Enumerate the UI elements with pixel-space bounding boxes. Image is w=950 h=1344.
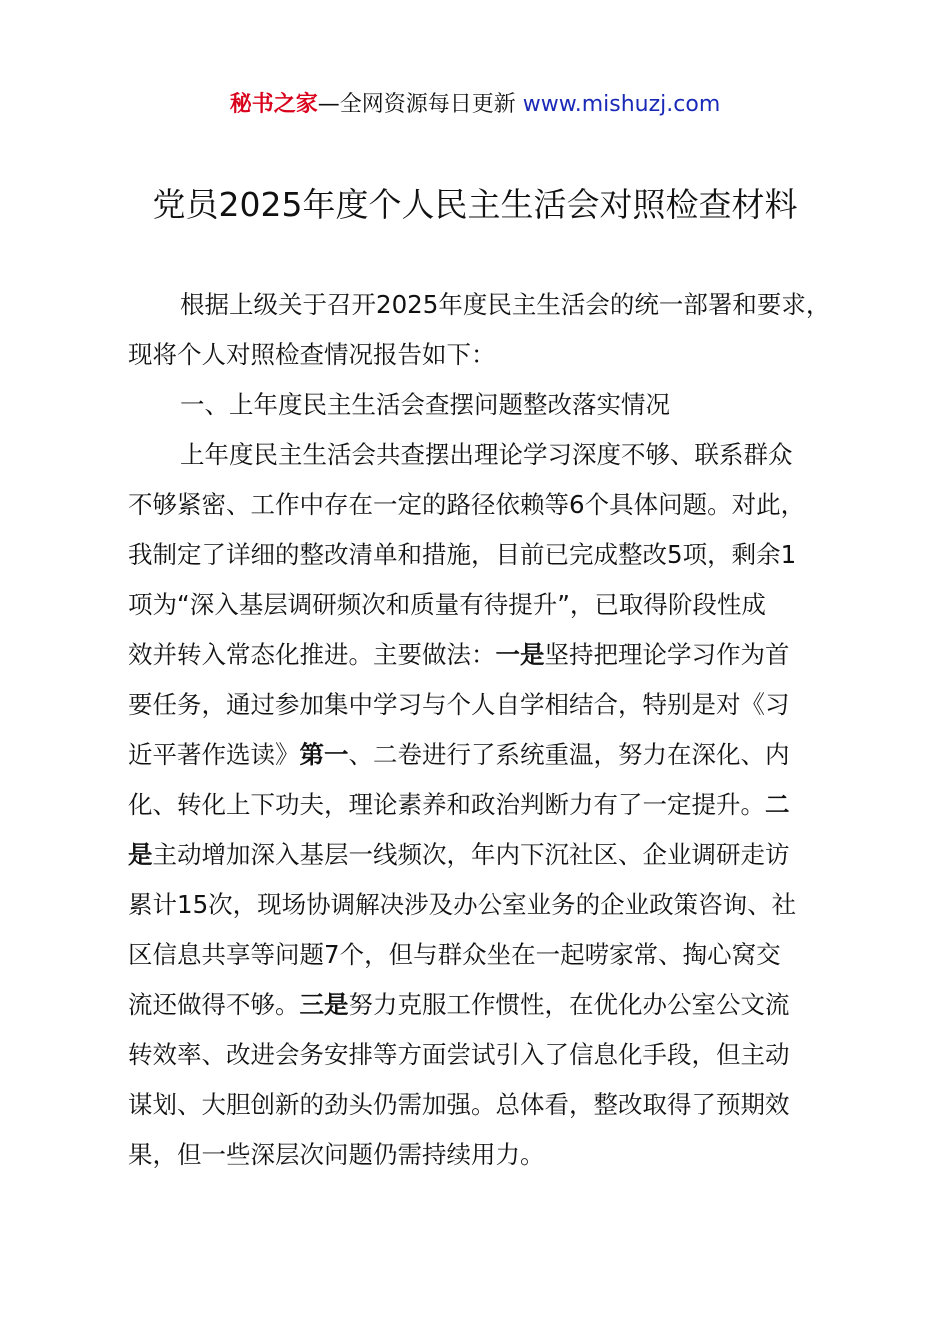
paragraph-line xyxy=(128,980,834,1030)
text-run: 、二卷进行了系统重温，努力在深化、内 xyxy=(348,740,790,769)
paragraph-line: 转效率、改进会务安排等方面尝试引入了信息化手段，但主动 xyxy=(128,1040,790,1069)
brand-name: 秘书之家 xyxy=(229,92,318,117)
bold-marker: 第一 xyxy=(299,740,349,769)
text-run: 主动增加深入基层一线频次，年内下沉社区、企业调研走访 xyxy=(152,840,790,869)
paragraph-line xyxy=(128,780,834,830)
bold-marker: 二 xyxy=(765,790,790,819)
paragraph-line: 果，但一些深层次问题仍需持续用力。 xyxy=(128,1140,545,1169)
paragraph-line: 我制定了详细的整改清单和措施，目前已完成整改5项，剩余1 xyxy=(128,540,797,569)
paragraph-line: 上年度民主生活会共查摆出理论学习深度不够、联系群众 xyxy=(180,440,793,469)
paragraph-line: 累计15次，现场协调解决涉及办公室业务的企业政策咨询、社 xyxy=(128,890,797,919)
text-run: 流还做得不够。 xyxy=(128,990,300,1019)
text-run: 化、转化上下功夫，理论素养和政治判断力有了一定提升。 xyxy=(128,790,765,819)
paragraph-line: 要任务，通过参加集中学习与个人自学相结合，特别是对《习 xyxy=(128,690,790,719)
paragraph-line: 谋划、大胆创新的劲头仍需加强。总体看，整改取得了预期效 xyxy=(128,1090,790,1119)
bold-marker: 一是 xyxy=(495,640,545,669)
document-body xyxy=(128,280,834,1180)
text-run: 近平著作选读》 xyxy=(128,740,300,769)
text-run: 效并转入常态化推进。主要做法： xyxy=(128,640,496,669)
intro-line-1: 根据上级关于召开2025年度民主生活会的统一部署和要求， xyxy=(180,290,831,319)
bold-marker: 是 xyxy=(128,840,153,869)
header-tagline: —全网资源每日更新 xyxy=(317,92,523,117)
bold-marker: 三是 xyxy=(299,990,349,1019)
text-run: 坚持把理论学习作为首 xyxy=(544,640,790,669)
intro-line-2: 现将个人对照检查情况报告如下： xyxy=(128,340,496,369)
paragraph-line: 区信息共享等问题7个，但与群众坐在一起唠家常、掏心窝交 xyxy=(128,940,781,969)
paragraph-line: 项为“深入基层调研频次和质量有待提升”，已取得阶段性成 xyxy=(128,590,766,619)
site-url-link[interactable]: www.mishuzj.com xyxy=(522,92,721,117)
paragraph-line xyxy=(128,830,834,880)
section-1-heading: 一、上年度民主生活会查摆问题整改落实情况 xyxy=(180,390,670,419)
document-title: 党员2025年度个人民主生活会对照检查材料 xyxy=(152,185,798,224)
text-run: 努力克服工作惯性，在优化办公室公文流 xyxy=(348,990,790,1019)
paragraph-line xyxy=(128,630,834,680)
paragraph-line xyxy=(128,730,834,780)
paragraph-line: 不够紧密、工作中存在一定的路径依赖等6个具体问题。对此， xyxy=(128,490,806,519)
site-header xyxy=(0,88,950,122)
